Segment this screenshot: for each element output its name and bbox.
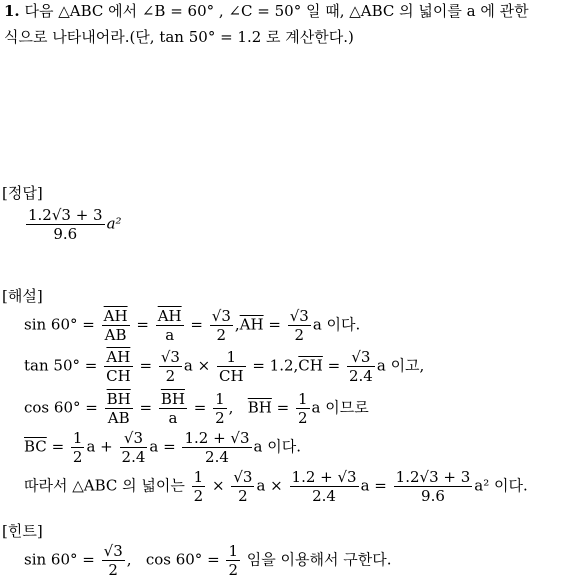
numerator: √3 — [351, 348, 371, 366]
equals: = — [268, 315, 281, 334]
numerator: 1 — [193, 468, 204, 486]
equals: = — [327, 356, 341, 375]
numerator: √3 — [289, 307, 309, 325]
expr-tail: a 이고, — [376, 356, 425, 375]
times: × — [212, 476, 225, 495]
answer-expression — [24, 206, 122, 243]
explanation-line-3 — [24, 390, 369, 427]
fraction — [213, 390, 227, 427]
explanation-line-2 — [24, 348, 424, 385]
segment: $\overline{AH}$ — [239, 315, 264, 334]
fraction — [296, 390, 310, 427]
expr-text: sin 60° = — [24, 550, 95, 569]
explanation-line-4 — [24, 429, 301, 466]
denominator: 2.4 — [349, 367, 373, 385]
segment: $\overline{BC}$ — [24, 437, 47, 456]
hint-line — [24, 542, 391, 579]
separator: , cos 60° = — [126, 550, 220, 569]
numerator: √3 — [123, 429, 144, 447]
segment: $\overline{CH}$ — [298, 356, 323, 375]
answer-label: [정답] — [2, 184, 43, 202]
times: a × — [183, 356, 211, 375]
fraction — [182, 429, 251, 466]
fraction — [71, 429, 85, 466]
answer-suffix: a² — [106, 214, 122, 233]
equals: = — [139, 398, 153, 417]
denominator: CH — [106, 367, 131, 385]
fraction — [159, 348, 182, 385]
equals: a = — [149, 437, 176, 456]
numerator: √3 — [160, 348, 180, 366]
numerator: 1 — [72, 429, 83, 447]
expr-tail: 임을 이용해서 구한다. — [246, 550, 392, 569]
explanation-line-1 — [24, 307, 360, 344]
fraction — [102, 542, 125, 579]
fraction — [290, 468, 359, 505]
fraction — [288, 307, 311, 344]
separator: = 1.2, — [252, 356, 299, 375]
equals: = — [276, 398, 290, 417]
expr-tail: a² 이다. — [474, 476, 528, 495]
equals: = — [136, 315, 149, 334]
denominator: CH — [218, 367, 244, 385]
denominator: 2 — [288, 325, 311, 344]
numerator: 1 — [215, 390, 225, 408]
problem-text-2: 식으로 나타내어라.(단, tan 50° = 1.2 로 계산한다.) — [4, 28, 354, 46]
fraction — [210, 307, 233, 344]
fraction — [231, 468, 254, 505]
answer-numerator: 1.2√3 + 3 — [28, 206, 103, 224]
denominator: 9.6 — [394, 486, 473, 505]
problem-line-2 — [4, 30, 354, 45]
numerator: 1 — [298, 390, 308, 408]
answer-fraction — [26, 206, 105, 243]
denominator: 2 — [210, 325, 233, 344]
denominator: 2.4 — [290, 486, 359, 505]
denominator: 2 — [231, 486, 254, 505]
denominator: AB — [102, 325, 130, 344]
numerator: √3 — [211, 307, 231, 325]
separator: , — [228, 398, 234, 417]
fraction — [217, 348, 246, 385]
numerator: 1.2 + √3 — [184, 429, 250, 447]
numerator: √3 — [233, 468, 253, 486]
denominator: 2.4 — [121, 448, 146, 466]
fraction — [394, 468, 473, 505]
equals: = — [51, 437, 65, 456]
explanation-label: [해설] — [2, 287, 43, 305]
denominator: 2 — [228, 561, 238, 579]
fraction — [104, 348, 133, 385]
equals: = — [139, 356, 153, 375]
equals: = — [193, 398, 207, 417]
fraction — [226, 542, 240, 579]
denominator: AB — [105, 408, 133, 427]
segment: $\overline{BH}$ — [247, 398, 272, 417]
fraction — [347, 348, 375, 385]
expr-text: 따라서 △ABC 의 넓이는 — [24, 476, 185, 495]
equals: a = — [360, 476, 387, 495]
numerator: $\overline{AH}$ — [103, 307, 128, 325]
separator: , — [234, 315, 240, 334]
expr-text: tan 50° = — [24, 356, 98, 375]
denominator: 2 — [72, 448, 83, 466]
times: a × — [256, 476, 283, 495]
denominator: 2 — [298, 409, 308, 427]
numerator: $\overline{BH}$ — [106, 390, 131, 408]
answer-denominator: 9.6 — [26, 224, 105, 243]
fraction — [120, 429, 148, 466]
numerator: √3 — [103, 542, 123, 560]
plus: a + — [86, 437, 113, 456]
fraction — [156, 307, 184, 344]
denominator: a — [159, 408, 187, 427]
expr-tail: a 이다. — [312, 315, 361, 334]
hint-label: [힌트] — [2, 522, 43, 540]
problem-number: 1. — [4, 2, 20, 20]
fraction — [192, 468, 206, 505]
numerator: 1 — [228, 542, 238, 560]
expr-text: cos 60° = — [24, 398, 98, 417]
expr-text: sin 60° = — [24, 315, 95, 334]
denominator: 2 — [215, 409, 225, 427]
expr-tail: a 이므로 — [311, 398, 369, 417]
explanation-line-5 — [24, 468, 528, 505]
fraction — [102, 307, 130, 344]
fraction — [105, 390, 133, 427]
equals: = — [190, 315, 203, 334]
numerator: $\overline{AH}$ — [157, 307, 182, 325]
problem-line-1 — [4, 4, 529, 19]
numerator: 1.2 + √3 — [291, 468, 357, 486]
fraction — [159, 390, 187, 427]
numerator: $\overline{AH}$ — [106, 348, 131, 366]
denominator: 2 — [193, 487, 204, 505]
numerator: $\overline{BH}$ — [160, 390, 185, 408]
problem-text-1: 다음 △ABC 에서 ∠B = 60° , ∠C = 50° 일 때, △ABC 의 넓이를 a 에 관한 — [24, 2, 529, 20]
denominator: 2 — [102, 560, 125, 579]
expr-tail: a 이다. — [253, 437, 301, 456]
denominator: 2 — [159, 366, 182, 385]
numerator: 1 — [226, 348, 237, 366]
numerator: 1.2√3 + 3 — [395, 468, 471, 486]
denominator: a — [156, 325, 184, 344]
denominator: 2.4 — [182, 447, 251, 466]
